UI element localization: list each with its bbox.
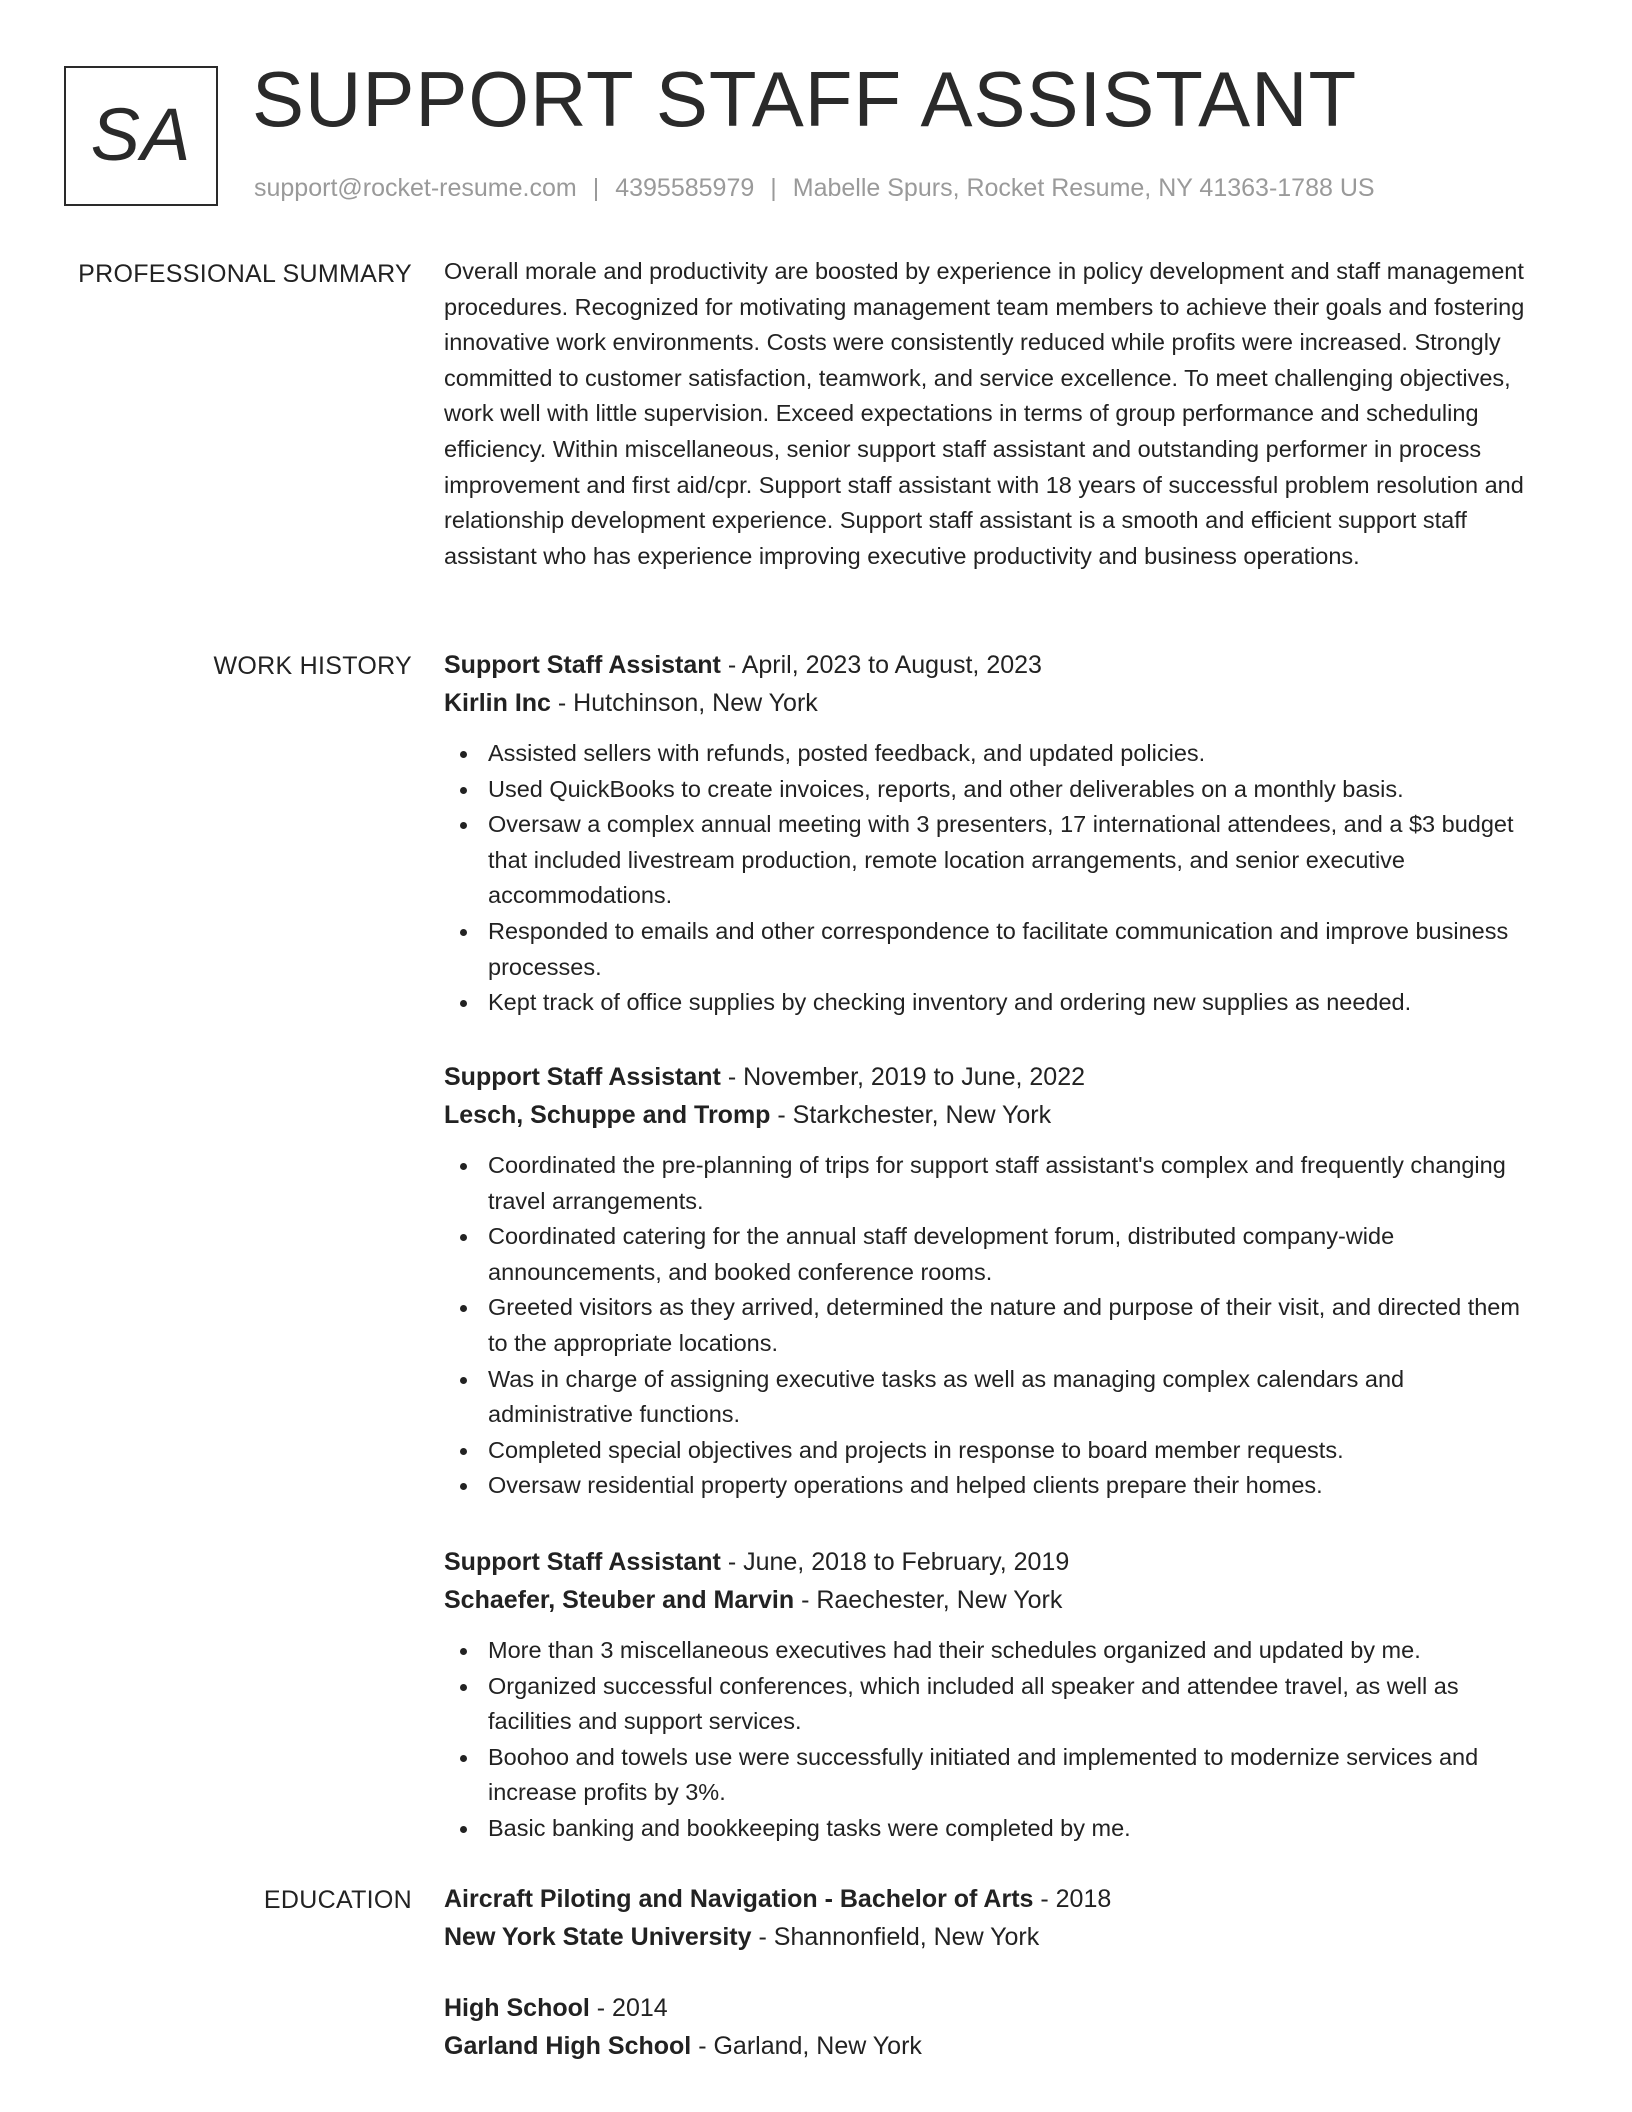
job-bullet: Used QuickBooks to create invoices, reports, and other deliverables on a monthly basis. [488, 772, 1544, 808]
education-year: - 2014 [589, 1994, 668, 2022]
education-school-line [444, 2027, 1544, 2065]
job-bullets [444, 1148, 1544, 1504]
contact-separator: | [592, 174, 600, 202]
education-degree-line [444, 1989, 1544, 2027]
job-bullet: Basic banking and bookkeeping tasks were completed by me. [488, 1811, 1544, 1847]
job-bullet: More than 3 miscellaneous executives had their schedules organized and updated by me. [488, 1633, 1544, 1669]
contact-address: Mabelle Spurs, Rocket Resume, NY 41363-1788 US [792, 174, 1375, 202]
education-degree: Aircraft Piloting and Navigation - Bachelor of Arts [444, 1885, 1034, 1913]
job-entry [444, 1058, 1544, 1504]
summary-text: Overall morale and productivity are boosted by experience in policy development and staff management procedures. Recognized for motivating management team members to achieve their goals and fostering innovative work environments. Costs were consistently reduced while profits were increased. Strongly committed to customer satisfaction, teamwork, and service excellence. To meet challenging objectives, work well with little supervision. Exceed expectations in terms of group performance and scheduling efficiency. Within miscellaneous, senior support staff assistant and outstanding performer in process improvement and first aid/cpr. Support staff assistant with 18 years of successful problem resolution and relationship development experience. Support staff assistant is a smooth and efficient support staff assistant who has experience improving executive productivity and business operations. [444, 258, 1525, 569]
job-bullet: Oversaw a complex annual meeting with 3 presenters, 17 international attendees, and a $3 budget that included livestream production, remote location arrangements, and senior executive accommodations. [488, 807, 1544, 914]
job-bullet: Assisted sellers with refunds, posted feedback, and updated policies. [488, 736, 1544, 772]
job-bullet: Coordinated the pre-planning of trips for support staff assistant's complex and frequently changing travel arrangements. [488, 1148, 1544, 1219]
education-school: Garland High School [444, 2032, 692, 2060]
job-dates: - June, 2018 to February, 2019 [720, 1548, 1070, 1576]
job-bullet: Completed special objectives and projects in response to board member requests. [488, 1433, 1544, 1469]
job-bullet: Boohoo and towels use were successfully initiated and implemented to modernize services and increase profits by 3%. [488, 1740, 1544, 1811]
job-dates: - April, 2023 to August, 2023 [720, 651, 1042, 679]
monogram-initials: SA [90, 93, 192, 176]
summary-heading: PROFESSIONAL SUMMARY [78, 260, 412, 288]
job-company: Kirlin Inc [444, 689, 551, 717]
education-school: New York State University [444, 1923, 752, 1951]
job-bullet: Coordinated catering for the annual staff development forum, distributed company-wide announcements, and booked conference rooms. [488, 1219, 1544, 1290]
job-location: - Starkchester, New York [770, 1101, 1052, 1129]
job-bullet: Greeted visitors as they arrived, determined the nature and purpose of their visit, and directed them to the appropriate locations. [488, 1290, 1544, 1361]
job-bullet: Responded to emails and other correspondence to facilitate communication and improve business processes. [488, 914, 1544, 985]
job-company: Lesch, Schuppe and Tromp [444, 1101, 771, 1129]
monogram-box [64, 66, 218, 206]
education-entry [444, 1880, 1544, 1956]
contact-email: support@rocket-resume.com [254, 174, 577, 202]
contact-phone: 4395585979 [615, 174, 755, 202]
education-degree: High School [444, 1994, 590, 2022]
job-bullet: Was in charge of assigning executive tasks as well as managing complex calendars and administrative functions. [488, 1362, 1544, 1433]
job-bullet: Kept track of office supplies by checking inventory and ordering new supplies as needed. [488, 985, 1544, 1021]
contact-line [254, 176, 1375, 201]
job-title: Support Staff Assistant [444, 651, 721, 679]
job-title-line [444, 1058, 1544, 1096]
job-title-line [444, 646, 1544, 684]
education-year: - 2018 [1033, 1885, 1112, 1913]
job-location: - Raechester, New York [794, 1586, 1063, 1614]
education-school-line [444, 1918, 1544, 1956]
job-dates: - November, 2019 to June, 2022 [720, 1063, 1085, 1091]
education-location: - Garland, New York [691, 2032, 922, 2060]
job-title: Support Staff Assistant [444, 1548, 721, 1576]
job-title-line [444, 1543, 1544, 1581]
job-title: Support Staff Assistant [444, 1063, 721, 1091]
job-company: Schaefer, Steuber and Marvin [444, 1586, 795, 1614]
education-degree-line [444, 1880, 1544, 1918]
education-entry [444, 1989, 1544, 2065]
job-location: - Hutchinson, New York [550, 689, 818, 717]
job-bullets [444, 1633, 1544, 1847]
job-bullet: Organized successful conferences, which included all speaker and attendee travel, as well as facilities and support services. [488, 1669, 1544, 1740]
job-entry [444, 646, 1544, 1021]
job-company-line [444, 684, 1544, 722]
job-entry [444, 1543, 1544, 1847]
job-bullet: Oversaw residential property operations and helped clients prepare their homes. [488, 1468, 1544, 1504]
education-location: - Shannonfield, New York [751, 1923, 1040, 1951]
candidate-name: SUPPORT STAFF ASSISTANT [252, 55, 1358, 143]
contact-separator: | [770, 174, 777, 202]
work-history-heading: WORK HISTORY [213, 652, 412, 680]
job-bullets [444, 736, 1544, 1021]
job-company-line [444, 1581, 1544, 1619]
job-company-line [444, 1096, 1544, 1134]
education-heading: EDUCATION [263, 1886, 412, 1914]
